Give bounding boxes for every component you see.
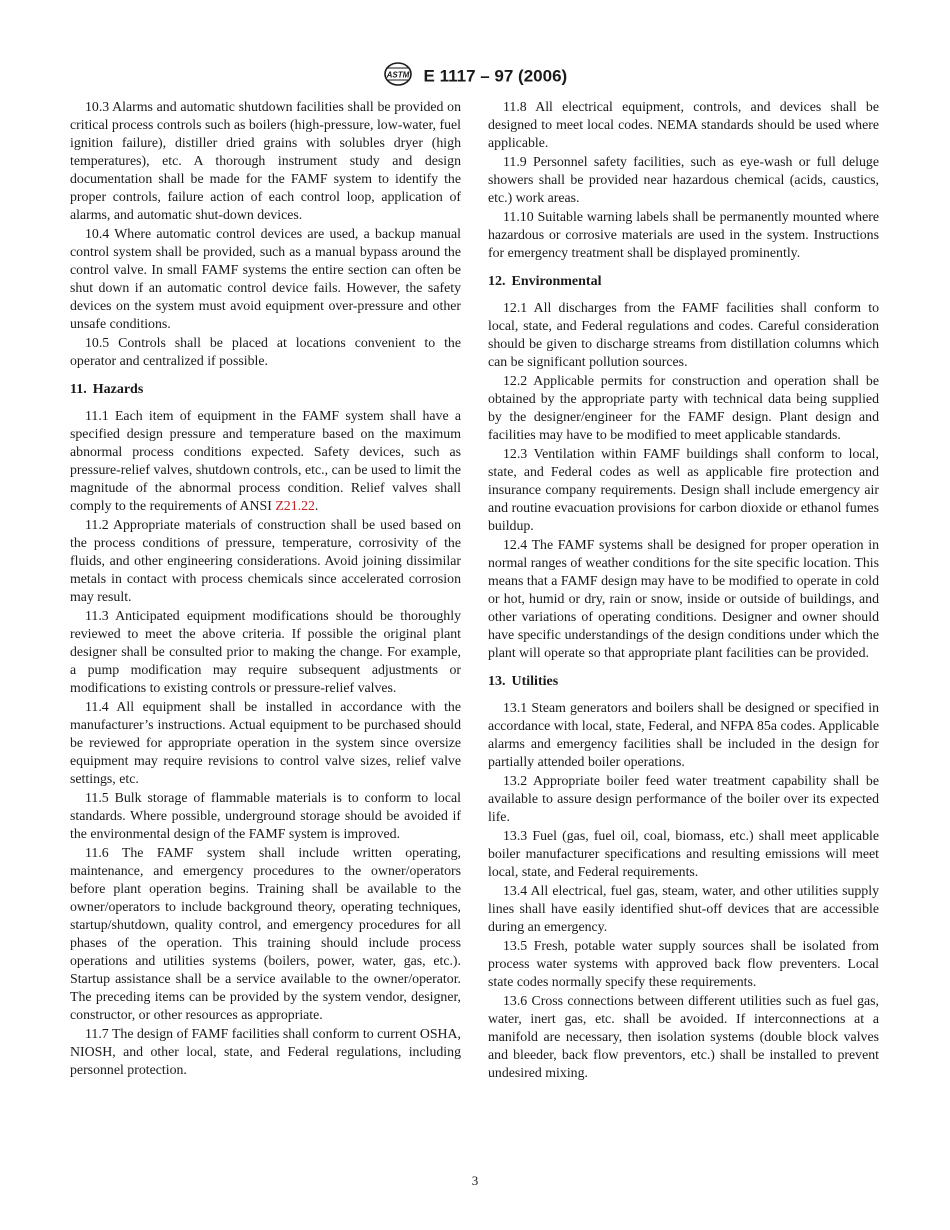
para-11-10: 11.10 Suitable warning labels shall be permanently mounted where hazardous or corrosive materials are used in the system. Instructions for emergency treatment shall be displayed prominently. <box>488 209 879 260</box>
section-12-number: 12. <box>488 274 506 289</box>
para-13-2: 13.2 Appropriate boiler feed water treatment capability shall be available to assure design performance of the boiler over its expected life. <box>488 773 879 824</box>
para-11-9: 11.9 Personnel safety facilities, such as eye-wash or full deluge showers shall be provided near hazardous chemical (acids, caustics, etc.) work areas. <box>488 154 879 205</box>
section-13-title: Utilities <box>511 674 559 689</box>
section-13-number: 13. <box>488 674 506 689</box>
section-11-heading <box>70 381 461 399</box>
para-10-3: 10.3 Alarms and automatic shutdown facilities shall be provided on critical process controls such as boilers (high-pressure, low-water, fuel ignition failure), distiller dried grains with solubles dryer (high temperatures), etc. A thorough instrument study and design documentation shall be made for the FAMF system to identify the proper controls, failure action of each control loop, application of alarms, and automatic shut-down devices. <box>70 99 461 222</box>
section-11-title: Hazards <box>92 382 144 397</box>
para-12-2: 12.2 Applicable permits for construction and operation shall be obtained by the appropriate party with technical data being supplied by the designer/engineer for the FAMF design. Plant design and facilities may have to be modified to meet applicable standards. <box>488 373 879 442</box>
para-10-4: 10.4 Where automatic control devices are used, a backup manual control system shall be provided, such as a manual bypass around the control valve. In small FAMF systems the entire section can often be shut down if an automatic control device fails. However, the safety devices on the system must avoid equipment over-pressure and other unsafe conditions. <box>70 226 461 331</box>
para-11-2: 11.2 Appropriate materials of construction shall be used based on the process conditions of pressure, temperature, corrosivity of the fluids, and other engineering considerations. Avoid joining dissimilar metals in contact with process chemicals since accelerated corrosion may result. <box>70 517 461 604</box>
para-11-1-end: . <box>314 498 319 513</box>
para-12-3: 12.3 Ventilation within FAMF buildings shall conform to local, state, and Federal codes as well as applicable fire protection and insurance company requirements. Design shall include emergency air and routine evacuation provisions for carbon dioxide or ethanol fumes buildup. <box>488 446 879 533</box>
para-11-4: 11.4 All equipment shall be installed in accordance with the manufacturer’s instructions. Actual equipment to be purchased should be reviewed for appropriate operation in the system since oversize equipment may require revisions to control valve sizes, relief valve settings, etc. <box>70 699 461 786</box>
para-12-1: 12.1 All discharges from the FAMF facilities shall conform to local, state, and Federal regulations and codes. Careful consideration should be given to discharge streams from distillation columns which can be significant pollution sources. <box>488 300 879 369</box>
page-header <box>0 62 950 91</box>
right-column <box>488 98 879 1082</box>
para-11-6: 11.6 The FAMF system shall include written operating, maintenance, and emergency procedures to the owner/operators before plant operation begins. Training shall be available to the owner/operators to include background theory, operating techniques, startup/shutdown, quality control, and emergency procedures for all phases of the operation. This training should include process operations and utilities systems (boilers, power, water, gas, etc.). Startup assistance shall be a service available to the owner/operator. The preceding items can be provided by the system vendor, designer, constructor, or other resources as appropriate. <box>70 845 461 1022</box>
section-13-heading <box>488 673 879 691</box>
para-10-5: 10.5 Controls shall be placed at locations convenient to the operator and centralized if possible. <box>70 335 461 368</box>
para-13-1: 13.1 Steam generators and boilers shall be designed or specified in accordance with local, state, Federal, and NFPA 85a codes. Applicable alarms and emergency facilities shall be included in the design for partially attended boiler operations. <box>488 700 879 769</box>
left-column <box>70 98 461 1079</box>
para-12-4: 12.4 The FAMF systems shall be designed for proper operation in normal ranges of weather conditions for the site specific location. This means that a FAMF design may have to be modified to operate in cold or hot, humid or dry, rain or snow, inside or outside of buildings, and other variations of operating conditions. Designer and owner should have specific understandings of the design conditions under which the plant will operate so that appropriate plant facilities can be provided. <box>488 537 879 660</box>
para-11-3: 11.3 Anticipated equipment modifications should be thoroughly reviewed to meet the above criteria. If possible the original plant designer shall be consulted prior to making the change. For example, a pump modification may require subsequent adjustments or modifications to existing controls or pressure-relief valves. <box>70 608 461 695</box>
para-11-7: 11.7 The design of FAMF facilities shall conform to current OSHA, NIOSH, and other local, state, and Federal regulations, including personnel protection. <box>70 1026 461 1077</box>
para-13-4: 13.4 All electrical, fuel gas, steam, water, and other utilities supply lines shall have easily identified shut-off devices that are accessible during an emergency. <box>488 883 879 934</box>
ansi-z21-22-link[interactable]: Z21.22 <box>275 498 315 513</box>
astm-logo-icon <box>383 62 413 91</box>
standard-designation: E 1117 – 97 (2006) <box>423 66 568 86</box>
section-12-title: Environmental <box>511 274 602 289</box>
section-12-heading <box>488 273 879 291</box>
page-number: 3 <box>471 1173 479 1188</box>
section-11-number: 11. <box>70 382 87 397</box>
para-11-8: 11.8 All electrical equipment, controls, and devices shall be designed to meet local codes. NEMA standards should be used where applicable. <box>488 99 879 150</box>
para-11-5: 11.5 Bulk storage of flammable materials is to conform to local standards. Where possible, underground storage should be avoided if the environmental design of the FAMF system is improved. <box>70 790 461 841</box>
para-13-5: 13.5 Fresh, potable water supply sources shall be isolated from process water systems with approved back flow preventers. Local state codes normally specify these requirements. <box>488 938 879 989</box>
logo-lettering: ASTM <box>386 70 410 80</box>
para-11-1-text: 11.1 Each item of equipment in the FAMF system shall have a specified design pressure and temperature based on the maximum abnormal process conditions expected. Safety devices, such as pressure-relief valves, shutdown controls, etc., can be used to limit the magnitude of the abnormal process condition. Relief valves shall comply to the requirements of ANSI <box>70 408 461 513</box>
para-11-1 <box>70 407 461 515</box>
para-13-6: 13.6 Cross connections between different utilities such as fuel gas, water, inert gas, etc. shall be avoided. If interconnections at a manifold are necessary, then isolation systems (double block valves and bleeder, back flow preventors, etc.) shall be installed to prevent undesired mixing. <box>488 993 879 1080</box>
para-13-3: 13.3 Fuel (gas, fuel oil, coal, biomass, etc.) shall meet applicable boiler manufacturer specifications and resulting emissions will meet local, state, and Federal requirements. <box>488 828 879 879</box>
